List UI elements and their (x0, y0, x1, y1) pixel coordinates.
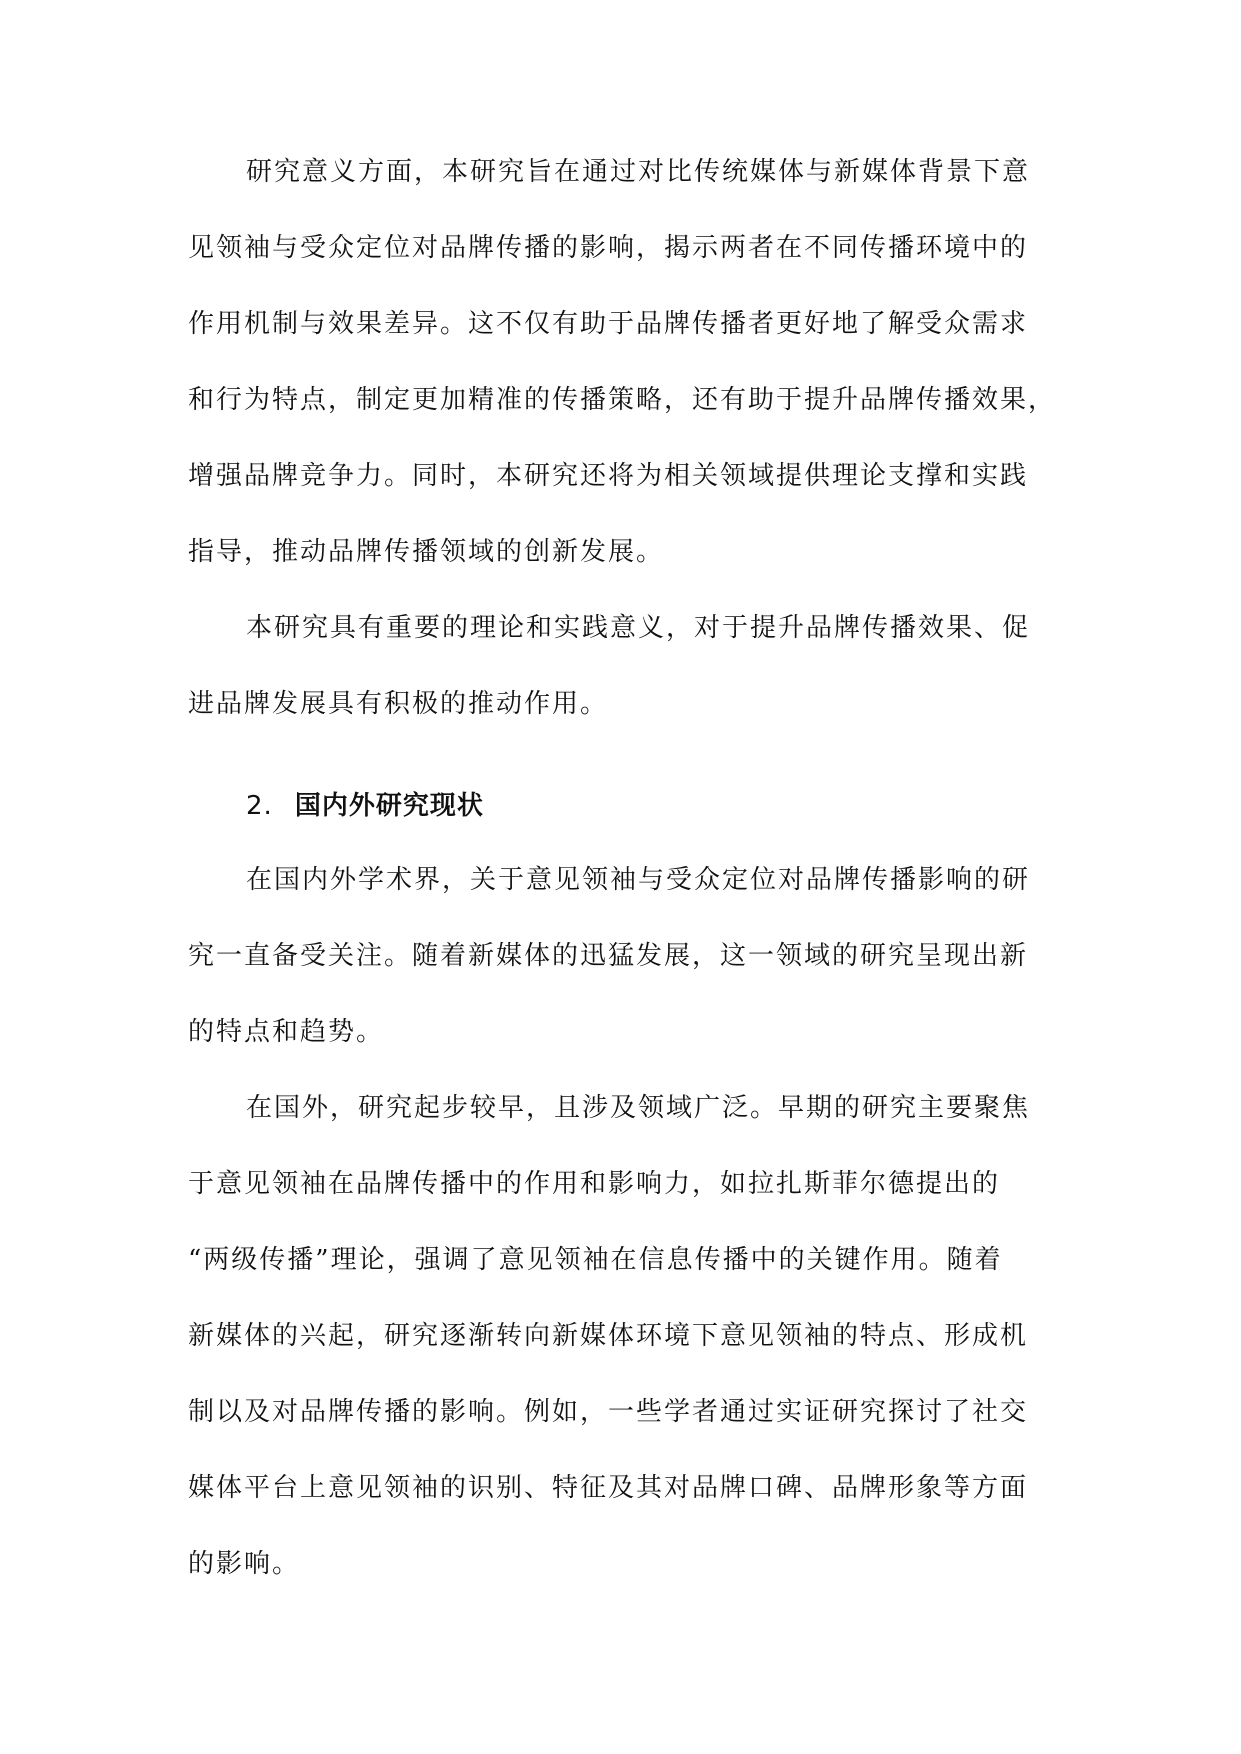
section-heading (246, 788, 484, 824)
paragraph-line: 在国外，研究起步较早，且涉及领域广泛。早期的研究主要聚焦 (246, 1093, 1031, 1123)
paragraph-line: 本研究具有重要的理论和实践意义，对于提升品牌传播效果、促 (246, 613, 1031, 643)
paragraph-line: 研究意义方面，本研究旨在通过对比传统媒体与新媒体背景下意 (246, 157, 1031, 187)
section-title: 国内外研究现状 (294, 791, 484, 821)
paragraph-line: 进品牌发展具有积极的推动作用。 (188, 689, 609, 719)
paragraph-line: 的影响。 (188, 1549, 301, 1579)
paragraph-line: 指导，推动品牌传播领域的创新发展。 (188, 537, 665, 567)
paragraph-line: 制以及对品牌传播的影响。例如，一些学者通过实证研究探讨了社交 (188, 1397, 1029, 1427)
paragraph-line: 究一直备受关注。随着新媒体的迅猛发展，这一领域的研究呈现出新 (188, 941, 1029, 971)
paragraph-line: 在国内外学术界，关于意见领袖与受众定位对品牌传播影响的研 (246, 865, 1031, 895)
paragraph-line: 和行为特点，制定更加精准的传播策略，还有助于提升品牌传播效果， (188, 385, 1057, 415)
paragraph-line: 新媒体的兴起，研究逐渐转向新媒体环境下意见领袖的特点、形成机 (188, 1321, 1029, 1351)
paragraph-line: 的特点和趋势。 (188, 1017, 385, 1047)
paragraph-line: 于意见领袖在品牌传播中的作用和影响力，如拉扎斯菲尔德提出的 (188, 1169, 1001, 1199)
section-number: 2. (246, 791, 273, 821)
paragraph-line: 作用机制与效果差异。这不仅有助于品牌传播者更好地了解受众需求 (188, 309, 1029, 339)
paragraph-line: 增强品牌竞争力。同时，本研究还将为相关领域提供理论支撑和实践 (188, 461, 1029, 491)
paragraph-line: “两级传播”理论，强调了意见领袖在信息传播中的关键作用。随着 (188, 1245, 1003, 1275)
paragraph-line: 见领袖与受众定位对品牌传播的影响，揭示两者在不同传播环境中的 (188, 233, 1029, 263)
paragraph-line: 媒体平台上意见领袖的识别、特征及其对品牌口碑、品牌形象等方面 (188, 1473, 1029, 1503)
